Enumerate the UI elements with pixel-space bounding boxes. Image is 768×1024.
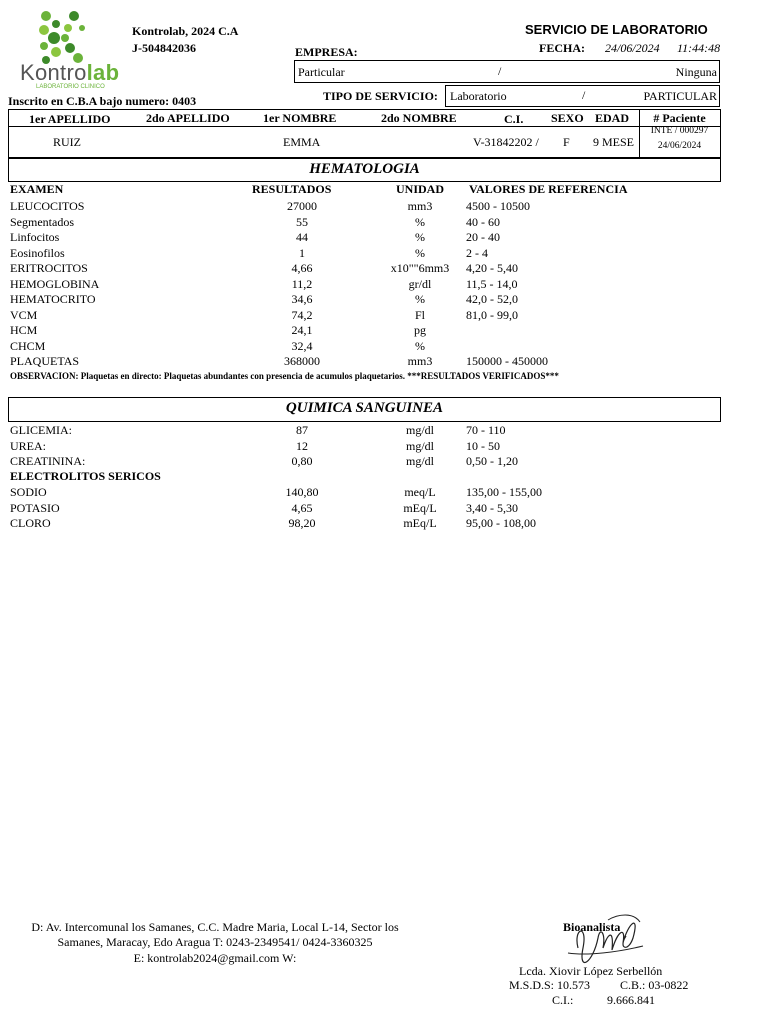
col-resultados: RESULTADOS xyxy=(252,182,332,196)
exam-result: 1 xyxy=(299,245,305,260)
exam-unit: mEq/L xyxy=(403,500,437,515)
patient-ci: V-31842202 / xyxy=(473,135,539,149)
label-apellido1: 1er APELLIDO xyxy=(29,112,111,126)
col-examen: EXAMEN xyxy=(10,182,64,196)
footer-address-line3: E: kontrolab2024@gmail.com W: xyxy=(133,951,297,965)
empresa-label: EMPRESA: xyxy=(295,45,358,59)
exam-reference: 10 - 50 xyxy=(466,438,500,453)
exam-name: UREA: xyxy=(10,438,46,453)
table-row xyxy=(0,501,768,516)
logo-wordmark: Kontrolab xyxy=(20,60,120,85)
exam-unit: mg/dl xyxy=(405,423,434,437)
tipo-servicio-label: TIPO DE SERVICIO: xyxy=(323,89,438,103)
signer-ci-label: C.I.: xyxy=(552,993,574,1007)
exam-result: 55 xyxy=(296,214,308,229)
patient-id: INTE / 000297 xyxy=(650,126,709,136)
exam-result: 44 xyxy=(296,230,308,244)
kontrolab-logo xyxy=(18,8,128,96)
patient-nombre1: EMMA xyxy=(283,135,321,149)
exam-name: Segmentados xyxy=(10,214,74,229)
exam-result: 27000 xyxy=(287,199,317,213)
exam-unit: mEq/L xyxy=(403,516,437,530)
company-rif: J-504842036 xyxy=(132,41,196,55)
logo-molecule-icon xyxy=(18,8,128,68)
exam-result: 12 xyxy=(296,438,308,453)
exam-name: HEMATOCRITO xyxy=(10,292,96,306)
exam-name: GLICEMIA: xyxy=(10,423,72,437)
fecha-date: 24/06/2024 xyxy=(605,41,660,55)
hematologia-header-row xyxy=(0,182,768,197)
exam-name: Eosinofilos xyxy=(10,245,65,260)
exam-name: VCM xyxy=(10,307,38,322)
exam-unit: x10""6mm3 xyxy=(390,261,450,275)
tipo-servicio-box xyxy=(445,85,720,107)
exam-reference: 4500 - 10500 xyxy=(466,199,530,213)
signer-ci-value: 9.666.841 xyxy=(607,993,655,1007)
exam-name: CLORO xyxy=(10,516,51,530)
exam-unit: % xyxy=(415,245,425,260)
table-row xyxy=(0,423,768,438)
label-apellido2: 2do APELLIDO xyxy=(146,111,230,125)
table-row xyxy=(0,261,768,276)
exam-unit: pg xyxy=(414,323,426,337)
table-row xyxy=(0,454,768,469)
exam-unit: mm3 xyxy=(407,354,433,368)
exam-result: 4,66 xyxy=(291,261,313,275)
exam-result: 11,2 xyxy=(291,276,313,291)
exam-result: 87 xyxy=(296,423,308,437)
exam-name: LEUCOCITOS xyxy=(10,199,85,213)
table-row xyxy=(0,339,768,354)
empresa-box xyxy=(294,60,720,83)
exam-name: POTASIO xyxy=(10,500,60,515)
exam-name: HEMOGLOBINA xyxy=(10,276,100,291)
service-title: SERVICIO DE LABORATORIO xyxy=(525,22,708,37)
footer-address-line1: D: Av. Intercomunal los Samanes, C.C. Madre Maria, Local L-14, Sector los xyxy=(31,920,399,934)
exam-result: 24,1 xyxy=(291,323,313,337)
table-row xyxy=(0,354,768,369)
exam-name: ERITROCITOS xyxy=(10,261,88,275)
empresa-value: Particular xyxy=(298,65,345,79)
registration-text: Inscrito en C.B.A bajo numero: 0403 xyxy=(8,94,197,108)
signer-msds: M.S.D.S: 10.573 xyxy=(509,978,591,992)
exam-reference: 11,5 - 14,0 xyxy=(466,276,518,291)
table-row xyxy=(0,230,768,245)
label-paciente: # Paciente xyxy=(653,111,706,125)
table-row xyxy=(0,439,768,454)
quimica-title-box xyxy=(8,397,721,422)
tipo-servicio-slash: / xyxy=(582,88,586,102)
table-row xyxy=(0,516,768,531)
exam-reference: 81,0 - 99,0 xyxy=(466,307,518,322)
exam-unit: mg/dl xyxy=(405,438,434,453)
exam-unit: % xyxy=(415,292,425,306)
col-referencia: VALORES DE REFERENCIA xyxy=(469,182,628,196)
patient-sexo: F xyxy=(563,135,570,149)
exam-unit: % xyxy=(415,214,425,229)
exam-unit: Fl xyxy=(414,307,425,322)
exam-unit: % xyxy=(415,230,425,244)
exam-reference: 150000 - 450000 xyxy=(466,354,548,368)
exam-reference: 3,40 - 5,30 xyxy=(466,500,518,515)
exam-reference: 70 - 110 xyxy=(466,423,506,437)
patient-box xyxy=(8,109,721,158)
signer-cb: C.B.: 03-0822 xyxy=(620,978,689,992)
label-nombre2: 2do NOMBRE xyxy=(381,111,457,125)
exam-unit: % xyxy=(415,338,425,353)
table-row xyxy=(0,215,768,230)
exam-name: CREATININA: xyxy=(10,454,86,468)
exam-result: 368000 xyxy=(284,354,320,368)
quimica-title: QUIMICA SANGUINEA xyxy=(285,400,444,416)
hematologia-title-box xyxy=(8,158,721,182)
exam-unit: mm3 xyxy=(407,199,433,213)
signature-icon xyxy=(548,908,658,968)
exam-name: HCM xyxy=(10,323,38,337)
exam-reference: 135,00 - 155,00 xyxy=(466,485,542,499)
empresa-right: Ninguna xyxy=(675,65,717,79)
fecha-label: FECHA: xyxy=(539,41,585,55)
exam-result: 74,2 xyxy=(291,307,313,322)
company-name: Kontrolab, 2024 C.A xyxy=(132,24,239,38)
table-row xyxy=(0,246,768,261)
patient-edad: 9 MESE xyxy=(593,135,635,149)
table-row xyxy=(0,277,768,292)
empresa-slash: / xyxy=(498,64,502,78)
label-nombre1: 1er NOMBRE xyxy=(263,111,337,125)
tipo-servicio-right: PARTICULAR xyxy=(643,89,717,103)
exam-reference: 20 - 40 xyxy=(466,230,500,244)
bioanalista-label: Bioanalista xyxy=(563,920,621,934)
patient-id-date: 24/06/2024 xyxy=(657,141,702,151)
electrolitos-title: ELECTROLITOS SERICOS xyxy=(10,469,161,483)
exam-name: CHCM xyxy=(10,338,46,353)
table-row xyxy=(0,485,768,500)
col-unidad: UNIDAD xyxy=(396,182,444,196)
label-sexo: SEXO xyxy=(551,111,584,125)
exam-result: 4,65 xyxy=(291,500,313,515)
exam-reference: 0,50 - 1,20 xyxy=(466,454,518,468)
exam-reference: 40 - 60 xyxy=(466,214,500,229)
exam-result: 32,4 xyxy=(291,338,313,353)
exam-reference: 95,00 - 108,00 xyxy=(466,516,536,530)
exam-result: 0,80 xyxy=(291,454,313,468)
exam-name: Linfocitos xyxy=(10,230,60,244)
fecha-time: 11:44:48 xyxy=(677,41,721,55)
signer-name: Lcda. Xiovir López Serbellón xyxy=(519,964,663,978)
label-edad: EDAD xyxy=(595,111,630,125)
exam-reference: 4,20 - 5,40 xyxy=(466,261,518,275)
table-row xyxy=(0,292,768,307)
tipo-servicio-value: Laboratorio xyxy=(450,89,507,103)
exam-reference: 42,0 - 52,0 xyxy=(466,292,518,306)
table-row xyxy=(0,199,768,214)
table-row xyxy=(0,323,768,338)
table-row xyxy=(0,308,768,323)
exam-result: 140,80 xyxy=(285,485,319,499)
patient-apellido1: RUIZ xyxy=(53,135,81,149)
footer-address-line2: Samanes, Maracay, Edo Aragua T: 0243-2349541/ 0424-3360325 xyxy=(57,935,373,949)
label-ci: C.I. xyxy=(504,112,524,126)
exam-name: PLAQUETAS xyxy=(10,354,80,368)
hematologia-observation: OBSERVACION: Plaquetas en directo: Plaquetas abundantes con presencia de acumulos plaquetarios. ***RESULTADOS VERIFICADOS*** xyxy=(10,371,559,381)
patient-header-divider xyxy=(9,126,720,127)
logo-subtitle: LABORATORIO CLINICO xyxy=(36,84,105,90)
exam-reference: 2 - 4 xyxy=(466,245,488,260)
exam-unit: mg/dl xyxy=(405,454,434,468)
exam-name: SODIO xyxy=(10,485,47,499)
hematologia-title: HEMATOLOGIA xyxy=(309,161,420,177)
exam-unit: gr/dl xyxy=(408,276,432,291)
exam-unit: meq/L xyxy=(404,485,436,499)
exam-result: 34,6 xyxy=(291,292,313,306)
exam-result: 98,20 xyxy=(288,516,316,530)
